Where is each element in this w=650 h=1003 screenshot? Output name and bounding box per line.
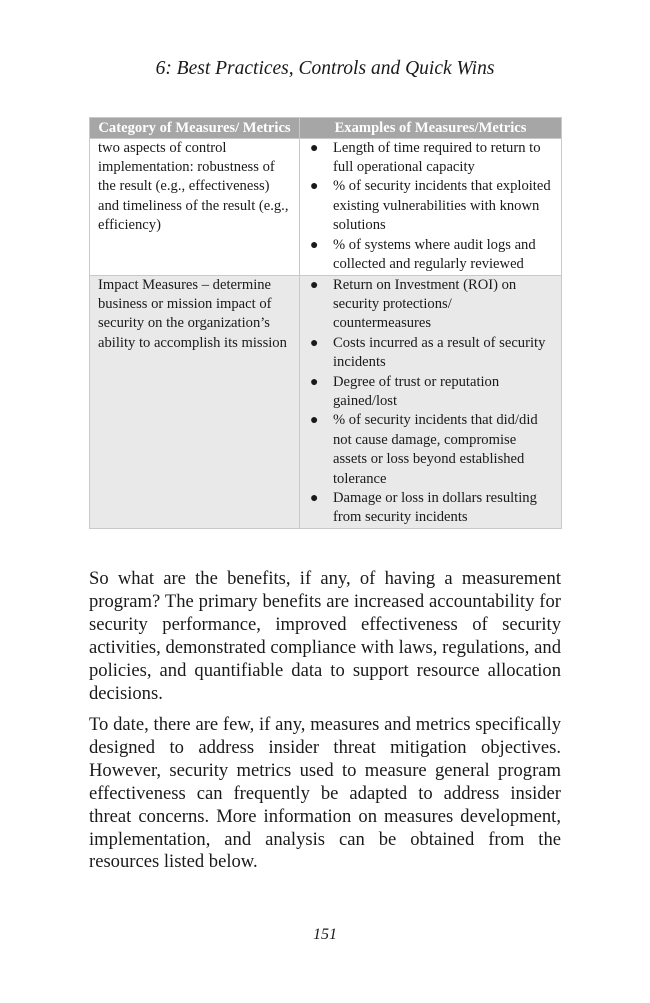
bullet-icon: ● (310, 237, 319, 253)
list-item (308, 334, 553, 373)
bullet-icon: ● (310, 374, 319, 390)
example-text: Costs incurred as a result of security incidents (333, 334, 546, 371)
bullet-icon: ● (310, 140, 319, 156)
example-text: % of security incidents that exploited existing vulnerabilities with known solutions (333, 178, 551, 234)
list-item (308, 411, 553, 489)
example-text: % of security incidents that did/did not cause damage, compromise assets or loss beyond established tolerance (333, 412, 538, 487)
body-paragraph: So what are the benefits, if any, of having a measurement program? The primary benefits are increased accountability for security performance, improved effectiveness of security activities, demonstrated compliance with laws, regulations, and policies, and quantifiable data to support resource allocation decisions. (89, 568, 561, 704)
running-head: 6: Best Practices, Controls and Quick Wins (155, 58, 495, 79)
table-header-row (90, 118, 562, 139)
list-item (308, 236, 553, 275)
list-item (308, 276, 553, 334)
bullet-icon: ● (310, 277, 319, 293)
category-cell: Impact Measures – determine business or mission impact of security on the organization’s ability to accomplish its mission (90, 275, 300, 528)
bullet-icon: ● (310, 490, 319, 506)
example-text: Damage or loss in dollars resulting from security incidents (333, 489, 537, 526)
list-item (308, 489, 553, 528)
example-text: % of systems where audit logs and collected and regularly reviewed (333, 236, 536, 272)
table-row (90, 275, 562, 528)
column-header-examples: Examples of Measures/Metrics (300, 118, 562, 139)
example-text: Return on Investment (ROI) on security protections/ countermeasures (333, 276, 517, 332)
category-cell: two aspects of control implementation: robustness of the result (e.g., effectiveness) and timeliness of the result (e.g., efficiency) (90, 138, 300, 275)
example-text: Degree of trust or reputation gained/lost (333, 373, 500, 409)
examples-list (308, 276, 553, 528)
bullet-icon: ● (310, 179, 319, 195)
list-item (308, 373, 553, 412)
examples-list (308, 139, 553, 275)
list-item (308, 139, 553, 178)
examples-cell (300, 138, 562, 275)
page-number: 151 (313, 926, 337, 943)
table-row (90, 138, 562, 275)
body-paragraph: To date, there are few, if any, measures and metrics specifically designed to address insider threat mitigation objectives. However, security metrics used to measure general program effectiveness can frequently be adapted to address insider threat concerns. More information on measures development, implementation, and analysis can be obtained from the resources listed below. (89, 714, 561, 873)
bullet-icon: ● (310, 413, 319, 429)
column-header-category: Category of Measures/ Metrics (90, 118, 300, 139)
measures-table (89, 117, 562, 529)
bullet-icon: ● (310, 335, 319, 351)
examples-cell (300, 275, 562, 528)
example-text: Length of time required to return to full operational capacity (333, 139, 541, 175)
list-item (308, 177, 553, 235)
